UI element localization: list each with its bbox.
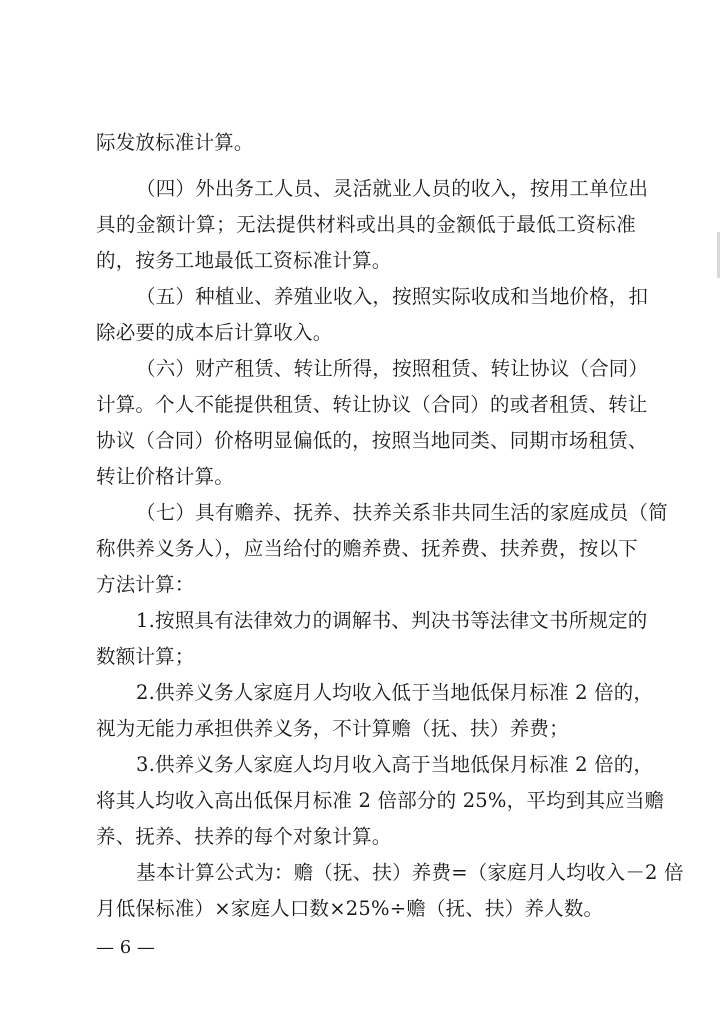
paragraph-line: （七）具有赡养、抚养、扶养关系非共同生活的家庭成员（简 <box>136 501 668 524</box>
paragraph-line: 方法计算： <box>96 573 195 596</box>
paragraph-line: 数额计算； <box>96 645 195 668</box>
paragraph-line: 的，按务工地最低工资标准计算。 <box>96 249 392 272</box>
paragraph-line: （四）外出务工人员、灵活就业人员的收入，按用工单位出 <box>136 177 649 200</box>
paragraph-line: 计算。个人不能提供租赁、转让协议（合同）的或者租赁、转让 <box>96 393 648 416</box>
paragraph-line: 将其人均收入高出低保月标准 2 倍部分的 25%，平均到其应当赡 <box>96 789 665 812</box>
paragraph-line: 1.按照具有法律效力的调解书、判决书等法律文书所规定的 <box>136 609 648 632</box>
paragraph-line: （五）种植业、养殖业收入，按照实际收成和当地价格，扣 <box>136 285 649 308</box>
page-number: — 6 — <box>96 937 155 958</box>
paragraph-line: 3.供养义务人家庭人均月收入高于当地低保月标准 2 倍的， <box>136 753 654 776</box>
paragraph-line: 基本计算公式为：赡（抚、扶）养费=（家庭月人均收入－2 倍 <box>136 861 684 884</box>
paragraph-line: 月低保标准）×家庭人口数×25%÷赡（抚、扶）养人数。 <box>96 897 604 920</box>
paragraph-line: 养、抚养、扶养的每个对象计算。 <box>96 825 392 848</box>
paragraph-line: 除必要的成本后计算收入。 <box>96 321 333 344</box>
paragraph-line: 2.供养义务人家庭月人均收入低于当地低保月标准 2 倍的， <box>136 681 654 704</box>
paragraph-line: 转让价格计算。 <box>96 465 234 488</box>
paragraph-line: （六）财产租赁、转让所得，按照租赁、转让协议（合同） <box>136 357 649 380</box>
paragraph-line: 际发放标准计算。 <box>96 131 254 154</box>
paragraph-line: 称供养义务人），应当给付的赡养费、抚养费、扶养费，按以下 <box>96 537 638 560</box>
paragraph-line: 具的金额计算；无法提供材料或出具的金额低于最低工资标准 <box>96 213 636 236</box>
paragraph-line: 协议（合同）价格明显偏低的，按照当地同类、同期市场租赁、 <box>96 429 648 452</box>
paragraph-line: 视为无能力承担供养义务，不计算赡（抚、扶）养费； <box>96 717 569 740</box>
